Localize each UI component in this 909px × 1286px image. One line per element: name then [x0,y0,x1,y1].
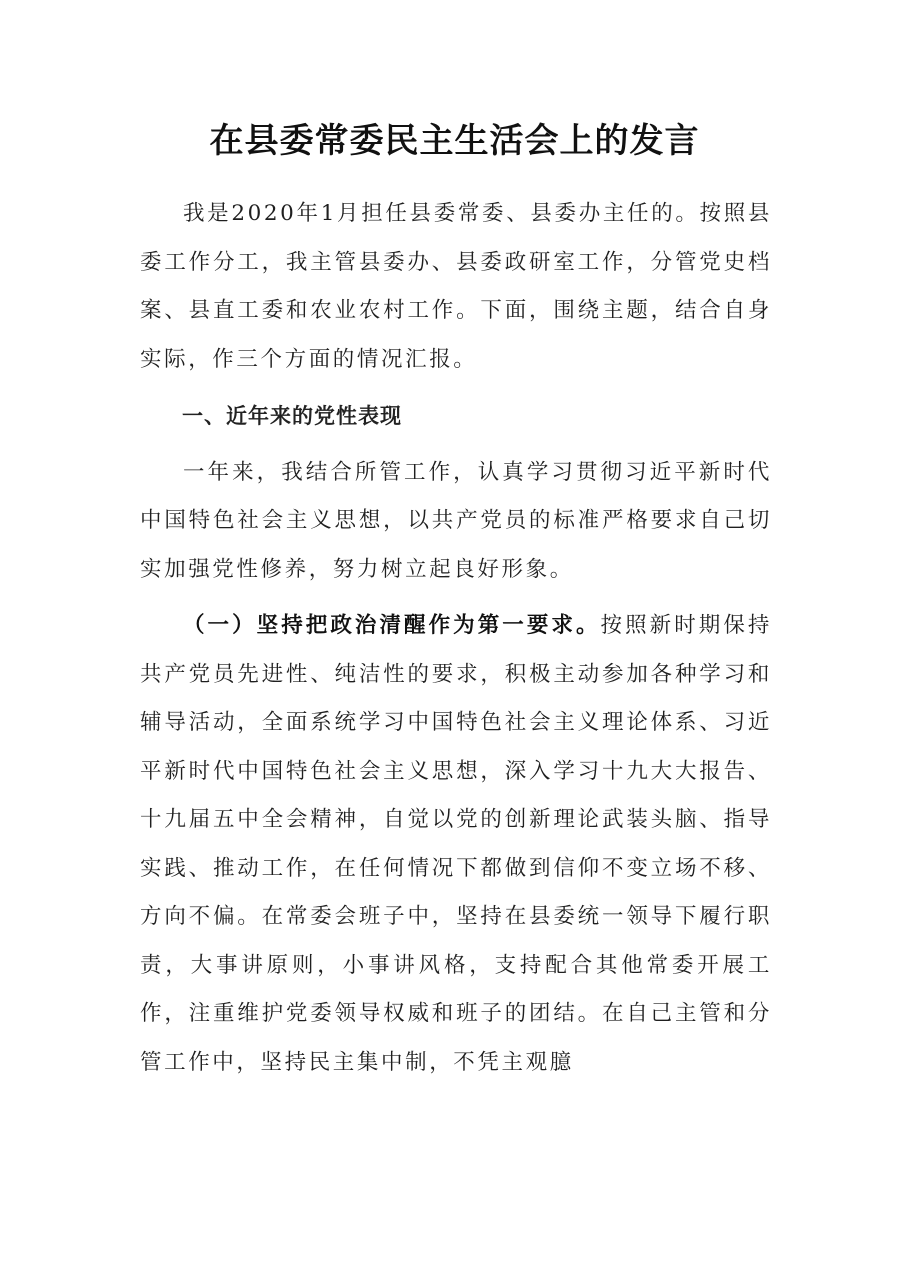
document-title: 在县委常委民主生活会上的发言 [209,121,700,161]
intro-paragraph: 我是2020年1月担任县委常委、县委办主任的。按照县委工作分工，我主管县委办、县委政研室工作，分管党史档案、县直工委和农业农村工作。下面，围绕主题，结合自身实际，作三个方面的情况汇报。 [140,201,772,372]
section-paragraph: 一年来，我结合所管工作，认真学习贯彻习近平新时代中国特色社会主义思想，以共产党员的标准严格要求自己切实加强党性修养，努力树立起良好形象。 [140,459,772,582]
item-paragraph [140,602,772,1087]
item-lead: （一）坚持把政治清醒作为第一要求。 [183,613,601,638]
document-body [140,190,772,1087]
section-heading: 一、近年来的党性表现 [182,404,402,428]
item-text: 按照新时期保持共产党员先进性、纯洁性的要求，积极主动参加各种学习和辅导活动，全面系统学习中国特色社会主义理论体系、习近平新时代中国特色社会主义思想，深入学习十九大大报告、十九届五中全会精神，自觉以党的创新理论武装头脑、指导实践、推动工作，在任何情况下都做到信仰不变立场不移、方向不偏。在常委会班子中，坚持在县委统一领导下履行职责，大事讲原则，小事讲风格，支持配合其他常委开展工作，注重维护党委领导权威和班子的团结。在自己主管和分管工作中，坚持民主集中制，不凭主观臆 [140,613,773,1075]
